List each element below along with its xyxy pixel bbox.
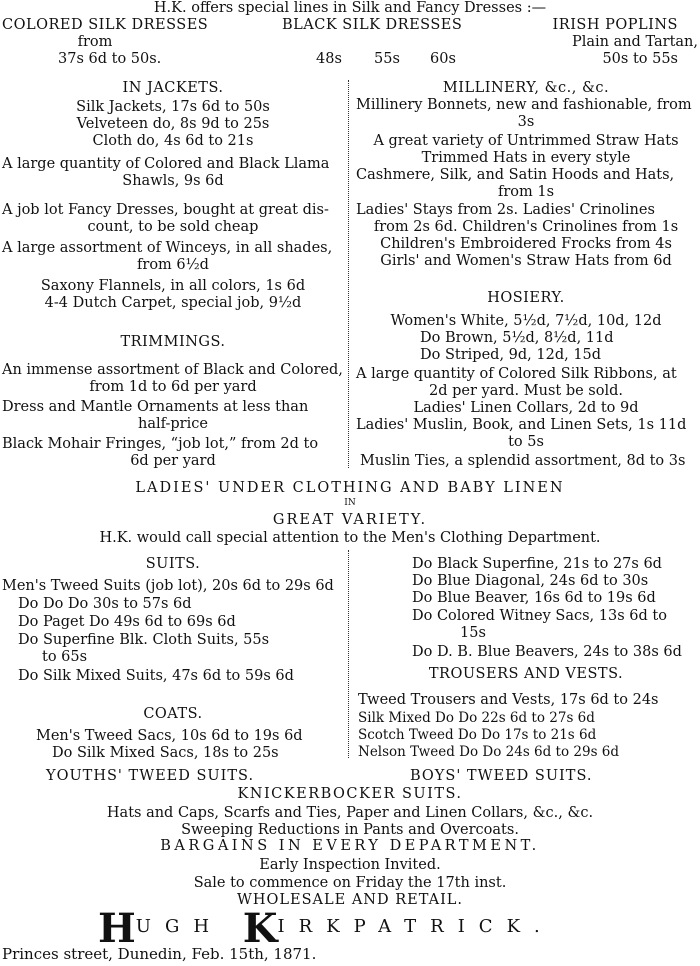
- hosiery-line: Do Striped, 9d, 12d, 15d: [420, 347, 602, 363]
- left-line: A large assortment of Winceys, in all shades,: [2, 240, 333, 256]
- suits-right-line: Do Blue Diagonal, 24s 6d to 30s: [412, 573, 649, 589]
- intro-line: H.K. offers special lines in Silk and Fancy Dresses :—: [153, 0, 547, 16]
- signature-initial-h: H: [98, 905, 136, 952]
- trimmings-line: Dress and Mantle Ornaments at less than: [2, 399, 309, 415]
- right-line: A great variety of Untrimmed Straw Hats: [373, 133, 679, 149]
- suits-line: Men's Tweed Suits (job lot), 20s 6d to 29s 6d: [2, 578, 334, 594]
- colored-silk-title: COLORED SILK DRESSES: [2, 17, 209, 33]
- trimmings-line: Black Mohair Fringes, “job lot,” from 2d to: [2, 436, 319, 452]
- bargains-line: BARGAINS IN EVERY DEPARTMENT.: [160, 838, 540, 854]
- left-line: 4-4 Dutch Carpet, special job, 9½d: [44, 295, 302, 311]
- left-line: Saxony Flannels, in all colors, 1s 6d: [40, 278, 306, 294]
- hosiery-line: Do Brown, 5½d, 8½d, 11d: [420, 330, 614, 346]
- trimmings-heading: TRIMMINGS.: [120, 334, 226, 350]
- hats-line: Hats and Caps, Scarfs and Ties, Paper and Linen Collars, &c., &c.: [106, 805, 594, 821]
- under-clothing-banner: LADIES' UNDER CLOTHING AND BABY LINEN: [135, 480, 565, 496]
- trimmings-line: half-price: [138, 416, 208, 432]
- left-line: A large quantity of Colored and Black Llama: [2, 156, 330, 172]
- hosiery-line: A large quantity of Colored Silk Ribbons, at: [356, 366, 677, 382]
- great-variety: GREAT VARIETY.: [272, 512, 428, 528]
- irish-poplins-title: IRISH POPLINS: [552, 17, 678, 33]
- suits-right-line: Do Black Superfine, 21s to 27s 6d: [412, 556, 662, 572]
- youths-heading: YOUTHS' TWEED SUITS.: [46, 768, 255, 784]
- suits-line: Do Paget Do 49s 6d to 69s 6d: [18, 614, 236, 630]
- signature-irkpatrick: IRKPATRICK.: [277, 916, 554, 937]
- hosiery-line: Women's White, 5½d, 7½d, 10d, 12d: [390, 313, 662, 329]
- inspection-line: Early Inspection Invited.: [259, 857, 441, 873]
- trousers-line: Tweed Trousers and Vests, 17s 6d to 24s: [358, 692, 659, 708]
- trousers-line: Scotch Tweed Do Do 17s to 21s 6d: [358, 727, 597, 743]
- column-divider-upper: [348, 80, 349, 468]
- hosiery-heading: HOSIERY.: [487, 290, 565, 306]
- suits-heading: SUITS.: [145, 556, 201, 572]
- right-line: Millinery Bonnets, new and fashionable, from: [356, 97, 692, 113]
- hosiery-line: Ladies' Linen Collars, 2d to 9d: [413, 400, 639, 416]
- suits-line: to 65s: [42, 649, 88, 665]
- boys-heading: BOYS' TWEED SUITS.: [410, 768, 593, 784]
- address-line: Princes street, Dunedin, Feb. 15th, 1871.: [2, 945, 317, 963]
- suits-right-line: Do Colored Witney Sacs, 13s 6d to: [412, 608, 667, 624]
- hosiery-line: to 5s: [508, 434, 544, 450]
- millinery-heading: MILLINERY, &c., &c.: [442, 80, 610, 96]
- column-divider-lower: [348, 550, 349, 758]
- coats-line: Men's Tweed Sacs, 10s 6d to 19s 6d: [36, 728, 303, 744]
- irish-poplins-price: 50s to 55s: [602, 51, 678, 67]
- left-line: from 6½d: [137, 257, 209, 273]
- trimmings-line: 6d per yard: [130, 453, 216, 469]
- knickerbocker-heading: KNICKERBOCKER SUITS.: [237, 786, 463, 802]
- left-line: Silk Jackets, 17s 6d to 50s: [76, 99, 270, 115]
- attention-line: H.K. would call special attention to the Men's Clothing Department.: [99, 530, 601, 546]
- suits-line: Do Silk Mixed Suits, 47s 6d to 59s 6d: [18, 668, 294, 684]
- trousers-line: Silk Mixed Do Do 22s 6d to 27s 6d: [358, 710, 595, 726]
- hosiery-line: Ladies' Muslin, Book, and Linen Sets, 1s 11d: [356, 417, 687, 433]
- trimmings-line: from 1d to 6d per yard: [89, 379, 257, 395]
- black-silk-price-3: 60s: [430, 51, 456, 67]
- suits-right-line: 15s: [460, 625, 486, 641]
- suits-right-line: Do D. B. Blue Beavers, 24s to 38s 6d: [412, 644, 682, 660]
- right-line: Trimmed Hats in every style: [421, 150, 631, 166]
- in-word: IN: [344, 498, 356, 508]
- right-line: Girls' and Women's Straw Hats from 6d: [380, 253, 672, 269]
- left-line: Velveteen do, 8s 9d to 25s: [76, 116, 270, 132]
- right-line: from 1s: [497, 184, 555, 200]
- right-line: Ladies' Stays from 2s. Ladies' Crinolines: [356, 202, 655, 218]
- left-line: count, to be sold cheap: [87, 219, 259, 235]
- hosiery-line: 2d per yard. Must be sold.: [428, 383, 624, 399]
- black-silk-title: BLACK SILK DRESSES: [282, 17, 463, 33]
- left-line: Shawls, 9s 6d: [122, 173, 224, 189]
- right-line: from 2s 6d. Children's Crinolines from 1s: [373, 219, 679, 235]
- suits-line: Do Do Do 30s to 57s 6d: [18, 596, 192, 612]
- signature-initial-k: K: [242, 905, 278, 952]
- right-line: Children's Embroidered Frocks from 4s: [380, 236, 672, 252]
- sweeping-line: Sweeping Reductions in Pants and Overcoats.: [181, 822, 519, 838]
- suits-right-line: Do Blue Beaver, 16s 6d to 19s 6d: [412, 590, 656, 606]
- wholesale-line: WHOLESALE AND RETAIL.: [236, 892, 464, 908]
- trimmings-line: An immense assortment of Black and Colored,: [2, 362, 343, 378]
- signature-ugh: UGH: [135, 916, 224, 937]
- right-line: 3s: [517, 114, 535, 130]
- black-silk-price-1: 48s: [316, 51, 342, 67]
- colored-silk-price: 37s 6d to 50s.: [58, 51, 162, 67]
- right-line: Cashmere, Silk, and Satin Hoods and Hats,: [356, 167, 675, 183]
- sale-line: Sale to commence on Friday the 17th inst.: [193, 875, 507, 891]
- suits-line: Do Superfine Blk. Cloth Suits, 55s: [18, 632, 270, 648]
- left-line: A job lot Fancy Dresses, bought at great dis-: [2, 202, 329, 218]
- hosiery-line: Muslin Ties, a splendid assortment, 8d to 3s: [360, 453, 686, 469]
- colored-silk-from: from: [77, 34, 113, 50]
- left-line: Cloth do, 4s 6d to 21s: [92, 133, 254, 149]
- irish-poplins-sub: Plain and Tartan,: [571, 34, 698, 50]
- jackets-heading: IN JACKETS.: [122, 80, 224, 96]
- coats-line: Do Silk Mixed Sacs, 18s to 25s: [52, 745, 279, 761]
- trousers-line: Nelson Tweed Do Do 24s 6d to 29s 6d: [358, 744, 620, 760]
- black-silk-price-2: 55s: [374, 51, 400, 67]
- coats-heading: COATS.: [143, 706, 203, 722]
- trousers-heading: TROUSERS AND VESTS.: [428, 666, 624, 682]
